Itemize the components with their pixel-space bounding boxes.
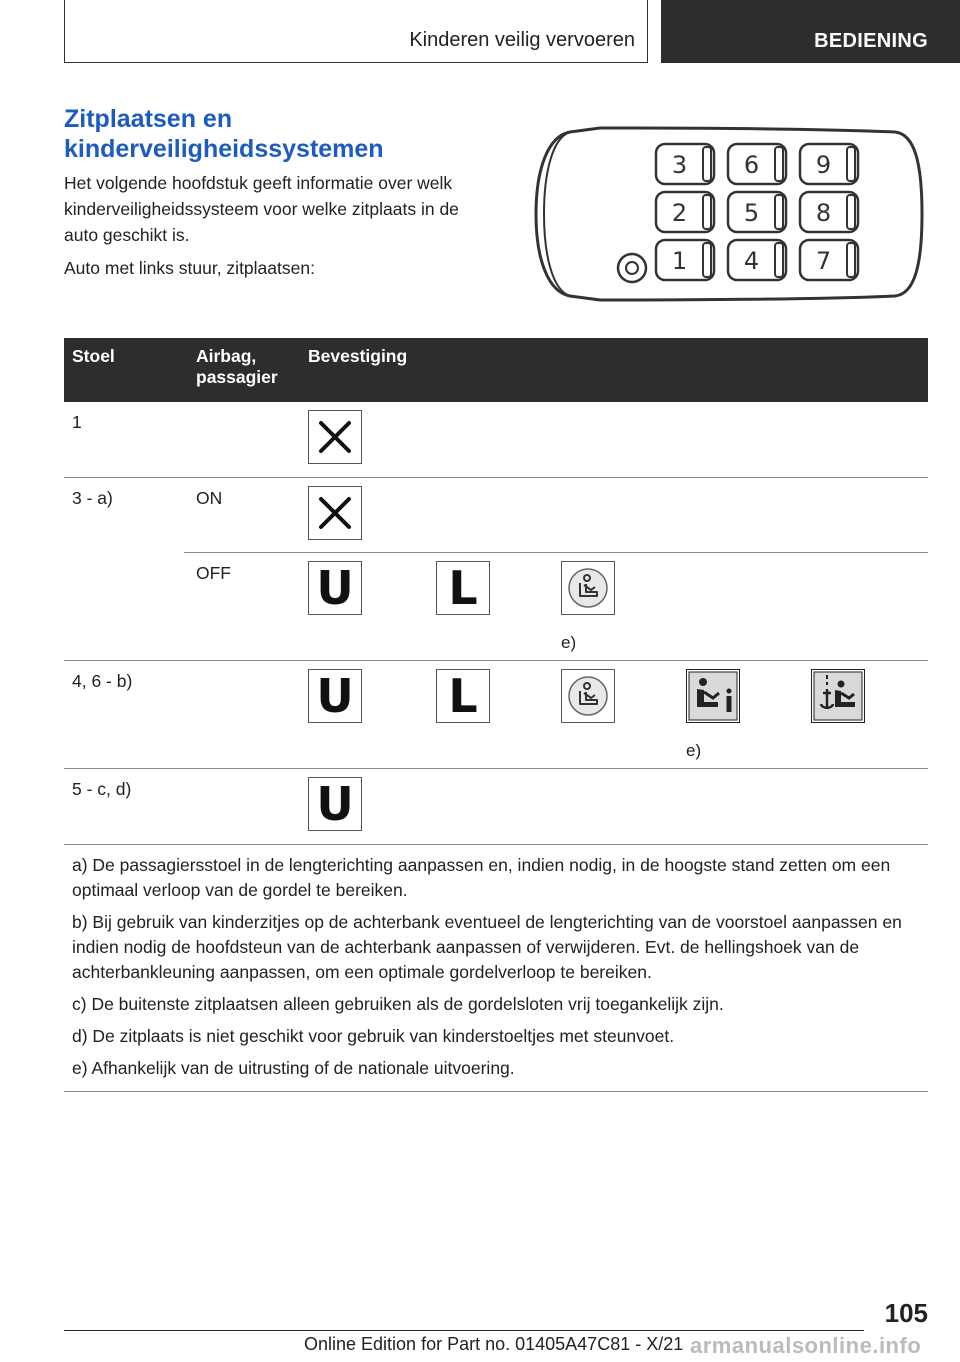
seat-table bbox=[64, 338, 928, 1092]
table-row bbox=[64, 478, 928, 553]
header-mounting: Bevestiging bbox=[308, 346, 408, 366]
i-size-seat-icon bbox=[561, 669, 615, 723]
seat-number: 9 bbox=[815, 151, 832, 179]
watermark: armanualsonline.info bbox=[690, 1333, 922, 1358]
airbag-cell: ON bbox=[196, 488, 223, 508]
airbag-cell: OFF bbox=[196, 563, 231, 583]
i-size-seat-icon bbox=[561, 561, 615, 615]
page-title: Zitplaatsen en kinderveiligheidssystemen bbox=[64, 105, 384, 163]
universal-u-icon: U bbox=[308, 561, 362, 615]
table-header bbox=[64, 338, 928, 402]
seat-backrest bbox=[703, 243, 711, 277]
seat-grid bbox=[656, 144, 858, 280]
seat-cell: 3 - a) bbox=[72, 488, 113, 508]
seat-backrest bbox=[703, 195, 711, 229]
seat-layout-diagram bbox=[530, 124, 930, 304]
footnote-c: c) De buitenste zitplaatsen alleen gebruiken als de gordelsloten vrij toegankelijk zijn. bbox=[72, 994, 724, 1014]
footnote-ref: e) bbox=[686, 741, 702, 760]
intro-paragraph: Het volgende hoofdstuk geeft informatie over welk kinderveiligheidssysteem voor welke zitplaats in de auto geschikt is. bbox=[64, 173, 459, 245]
seat-number: 3 bbox=[671, 151, 688, 179]
seat-backrest bbox=[775, 147, 783, 181]
footer-rule bbox=[64, 1330, 864, 1331]
seat-number: 2 bbox=[671, 199, 688, 227]
table-row bbox=[64, 661, 928, 769]
table-row bbox=[64, 402, 928, 478]
seat-cell: 5 - c, d) bbox=[72, 779, 132, 799]
seat-number: 5 bbox=[743, 199, 760, 227]
universal-u-icon: U bbox=[308, 777, 362, 831]
not-suitable-icon bbox=[308, 410, 362, 464]
intro-subheading: Auto met links stuur, zitplaatsen: bbox=[64, 258, 315, 278]
footnote-a: a) De passagiersstoel in de lengterichting aanpassen en, indien nodig, in de hoogste stand zetten om een optimaal verloop van de gordel te bereiken. bbox=[72, 855, 891, 900]
seat-number: 7 bbox=[815, 247, 832, 275]
universal-u-icon: U bbox=[308, 669, 362, 723]
seat-number: 4 bbox=[743, 247, 760, 275]
seat-backrest bbox=[847, 243, 855, 277]
edition-text: Online Edition for Part no. 01405A47C81 - X/21 bbox=[304, 1334, 684, 1354]
seat-number: 8 bbox=[815, 199, 832, 227]
header-airbag: Airbag, passagier bbox=[196, 346, 278, 387]
footnote-b: b) Bij gebruik van kinderzitjes op de achterbank eventueel de lengterichting van de voorstoel aanpassen en indien nodig de hoofdsteun van de achterbank aanpassen of verwijderen. Evt. de hellingshoek van de achterbankleuning aanpassen, om een optimale gordelverloop te bereiken. bbox=[72, 912, 902, 982]
header-chapter-box bbox=[661, 0, 960, 63]
seat-backrest bbox=[703, 147, 711, 181]
seat-number: 6 bbox=[743, 151, 760, 179]
car-front-contour bbox=[544, 132, 570, 296]
not-suitable-icon bbox=[308, 486, 362, 540]
section-title: Kinderen veilig vervoeren bbox=[409, 29, 635, 51]
footnote-e: e) Afhankelijk van de uitrusting of de nationale uitvoering. bbox=[72, 1058, 515, 1078]
intro-text bbox=[64, 170, 464, 288]
page-number: 105 bbox=[884, 1298, 928, 1328]
footnote-d: d) De zitplaats is niet geschikt voor gebruik van kinderstoeltjes met steunvoet. bbox=[72, 1026, 675, 1046]
semi-universal-l-icon: L bbox=[436, 561, 490, 615]
seat-cell: 4, 6 - b) bbox=[72, 671, 133, 691]
header-section-box bbox=[64, 0, 648, 63]
isofix-info-seat-icon bbox=[686, 669, 740, 723]
seat-number: 1 bbox=[671, 247, 688, 275]
header-seat: Stoel bbox=[72, 346, 115, 366]
seat-backrest bbox=[847, 195, 855, 229]
seat-backrest bbox=[775, 195, 783, 229]
seat-backrest bbox=[847, 147, 855, 181]
footnote-ref: e) bbox=[561, 633, 577, 652]
seat-backrest bbox=[775, 243, 783, 277]
seat-cell: 1 bbox=[72, 412, 82, 432]
steering-wheel-icon bbox=[618, 254, 646, 282]
isofix-anchor-seat-icon bbox=[811, 669, 865, 723]
table-row bbox=[64, 553, 928, 661]
chapter-title: BEDIENING bbox=[814, 30, 928, 52]
semi-universal-l-icon: L bbox=[436, 669, 490, 723]
footnotes bbox=[64, 845, 928, 1092]
table-row bbox=[64, 769, 928, 845]
